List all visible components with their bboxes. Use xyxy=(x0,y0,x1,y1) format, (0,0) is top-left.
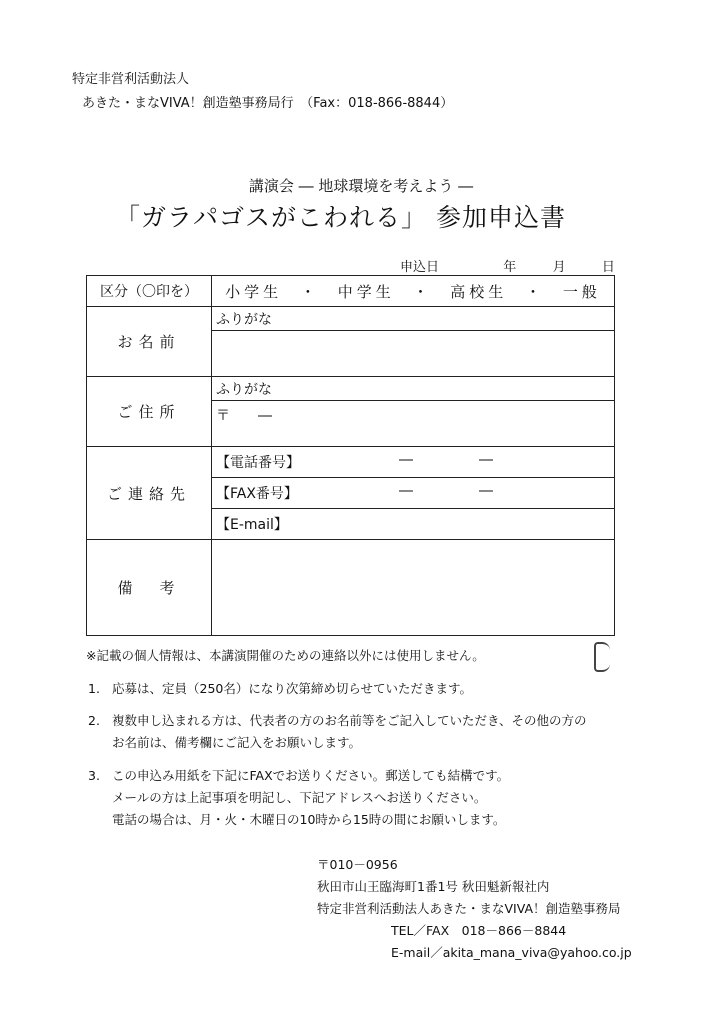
postal-code-prefix: 〒 ― xyxy=(216,408,272,424)
fax-dash: ― xyxy=(479,483,493,499)
remarks-field[interactable] xyxy=(212,540,615,636)
fax-field[interactable] xyxy=(212,478,615,509)
fax-dash: ― xyxy=(399,483,413,499)
address-label: ご住所 xyxy=(87,377,212,447)
form-subtitle: 講演会 ― 地球環境を考えよう ― xyxy=(248,177,474,195)
email-field[interactable] xyxy=(212,509,615,540)
address-email[interactable]: E-mail／akita_mana_viva@yahoo.co.jp xyxy=(391,945,632,960)
address-tel: TEL／FAX 018－866－8844 xyxy=(391,923,567,938)
phone-field[interactable] xyxy=(212,447,615,478)
address-postal: 〒010－0956 xyxy=(317,857,398,872)
contact-label: ご連絡先 xyxy=(87,447,212,540)
year-label: 年 xyxy=(503,260,517,275)
form-title: 「ガラパゴスがこわれる」 参加申込書 xyxy=(115,203,566,232)
notice-item xyxy=(88,678,472,700)
category-separator: ・ xyxy=(300,282,320,301)
category-high-school: 高校生 xyxy=(450,282,508,301)
notice-text: お名前は、備考欄にご記入をお願いします。 xyxy=(112,735,362,750)
notice-number: 2. xyxy=(88,713,100,728)
category-separator: ・ xyxy=(412,282,432,301)
application-date-row xyxy=(400,256,615,275)
notice-text: 電話の場合は、月・火・木曜日の10時から15時の間にお願いします。 xyxy=(112,812,506,827)
category-general: 一般 xyxy=(562,282,601,301)
notice-number: 1. xyxy=(88,681,100,696)
category-elementary: 小学生 xyxy=(225,282,283,301)
category-label: 区分（〇印を） xyxy=(87,276,212,307)
notice-text: メールの方は上記事項を明記し、下記アドレスへお送りください。 xyxy=(112,790,487,805)
name-label: お名前 xyxy=(87,307,212,377)
address-furigana-field[interactable]: ふりがな xyxy=(212,377,615,401)
notice-item xyxy=(88,710,587,754)
category-options[interactable] xyxy=(212,276,615,307)
notice-text: 応募は、定員（250名）になり次第締め切らせていただきます。 xyxy=(112,681,472,696)
notice-text: 複数申し込まれる方は、代表者の方のお名前等をご記入していただき、その他の方の xyxy=(112,713,587,728)
category-separator: ・ xyxy=(525,282,545,301)
address-street: 秋田市山王臨海町1番1号 秋田魁新報社内 xyxy=(317,879,550,894)
day-label: 日 xyxy=(601,260,615,275)
address-field[interactable] xyxy=(212,401,615,447)
privacy-note: ※記載の個人情報は、本講演開催のための連絡以外には使用しません。 xyxy=(86,648,485,663)
organization-name: 特定非営利活動法人 xyxy=(72,72,190,87)
recipient-line: あきた・まなVIVA！創造塾事務局行 （Fax：018-866-8844） xyxy=(82,96,454,111)
category-junior-high: 中学生 xyxy=(337,282,395,301)
contact-address-block xyxy=(317,854,632,964)
c-mark-icon xyxy=(594,642,610,672)
remarks-label: 備 考 xyxy=(87,540,212,636)
name-furigana-field[interactable]: ふりがな xyxy=(212,307,615,331)
phone-dash: ― xyxy=(399,452,413,468)
notice-item xyxy=(88,765,509,831)
name-field[interactable] xyxy=(212,331,615,377)
email-label: 【E-mail】 xyxy=(216,517,288,533)
phone-label: 【電話番号】 xyxy=(216,455,300,471)
date-label: 申込日 xyxy=(400,260,440,275)
address-org: 特定非営利活動法人あきた・まなVIVA！創造塾事務局 xyxy=(317,901,621,916)
application-form-table xyxy=(86,275,615,636)
phone-dash: ― xyxy=(479,452,493,468)
fax-label: 【FAX番号】 xyxy=(216,486,298,502)
month-label: 月 xyxy=(552,260,566,275)
notice-number: 3. xyxy=(88,768,100,783)
notice-text: この申込み用紙を下記にFAXでお送りください。郵送しても結構です。 xyxy=(112,768,510,783)
